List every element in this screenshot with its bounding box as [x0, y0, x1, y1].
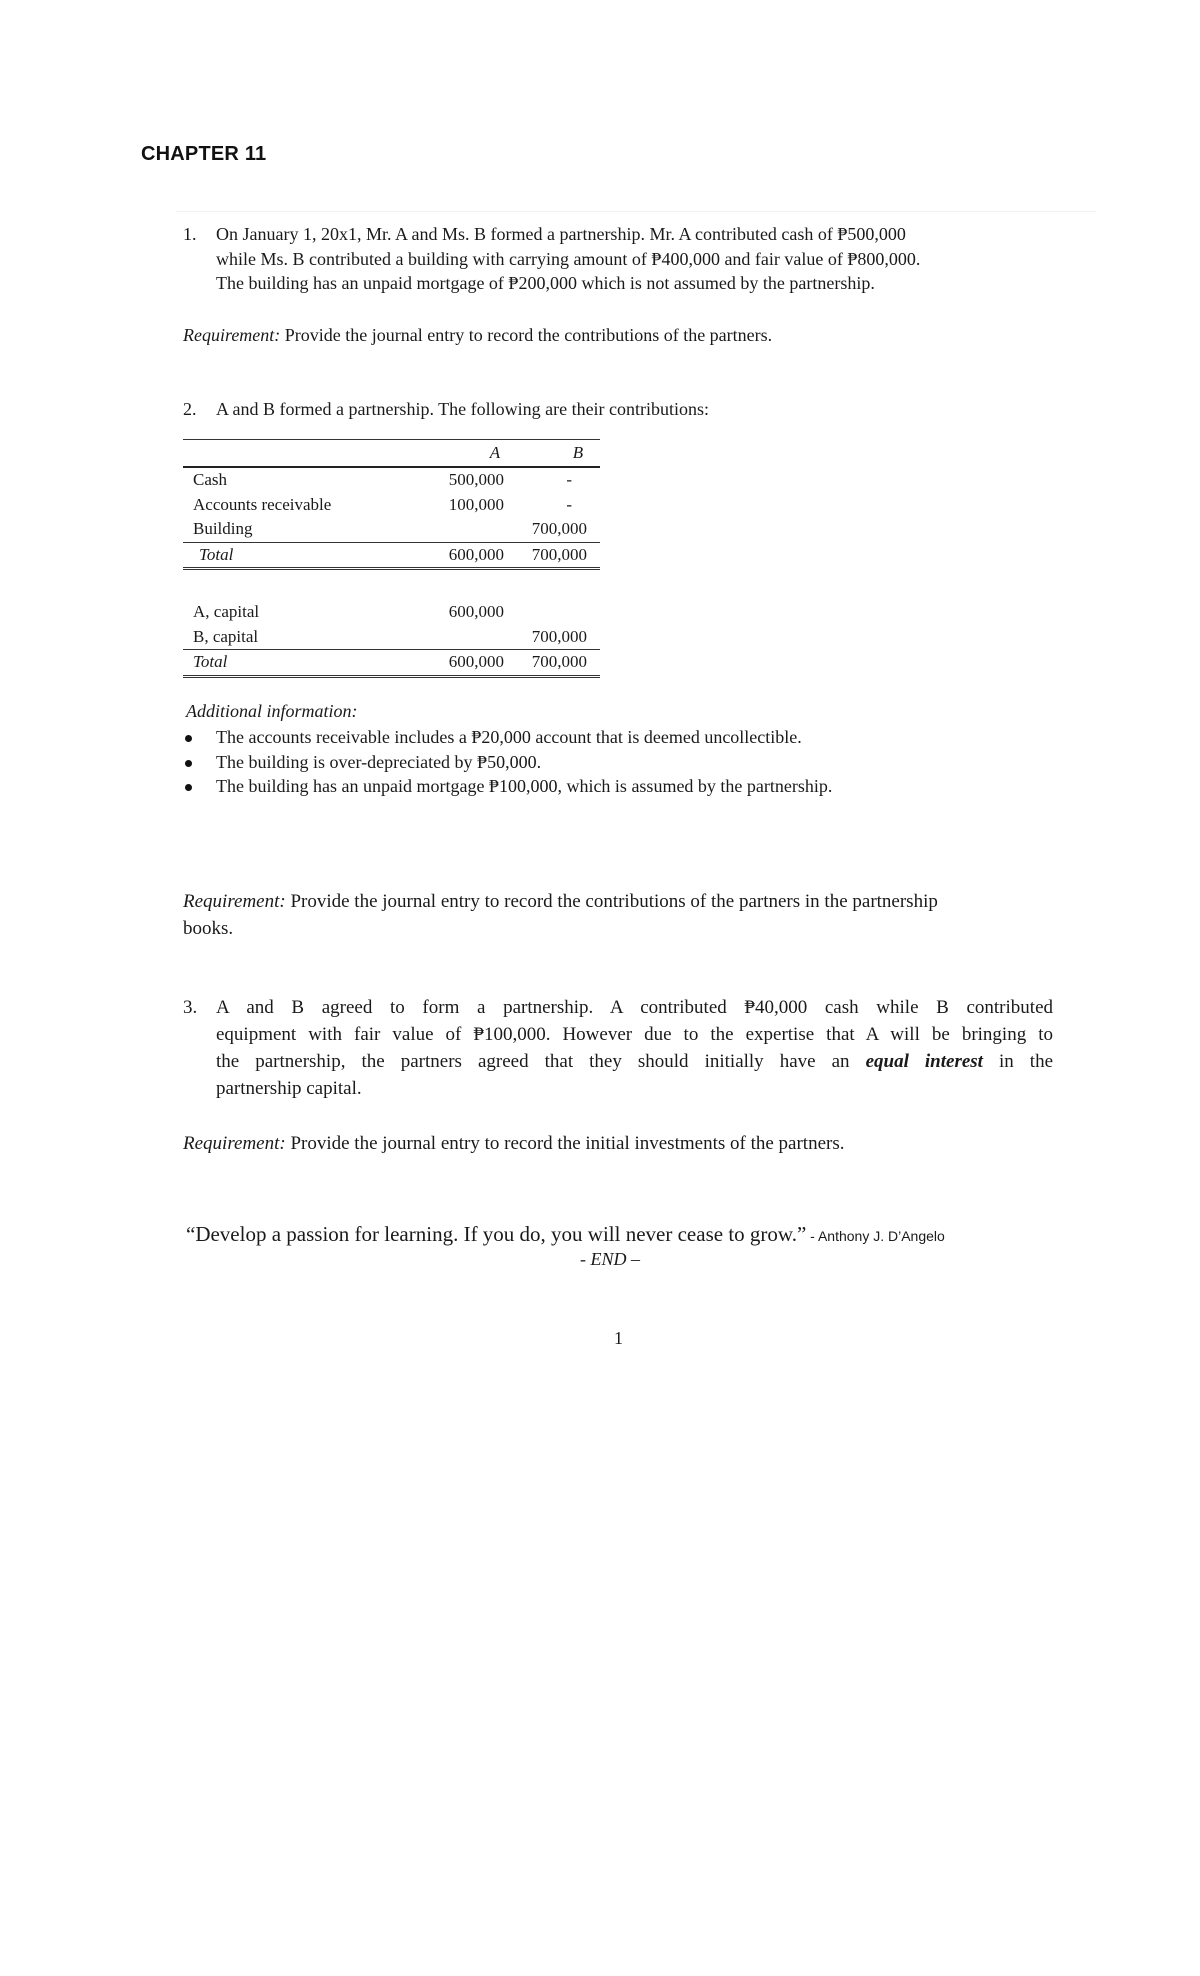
problem-text: A and B formed a partnership. The following are their contributions:: [216, 399, 710, 419]
cell-a: 600,000: [448, 602, 504, 621]
problem-2-requirement: [183, 888, 938, 942]
cell-b: -: [566, 494, 572, 514]
list-item: The accounts receivable includes a ₱20,000 account that is deemed uncollectible.: [183, 725, 832, 750]
cell-a: [404, 625, 526, 650]
table-header-row: [183, 440, 600, 468]
text-line: partnership capital.: [216, 1078, 362, 1099]
requirement-text-cont: books.: [183, 918, 234, 939]
table-total-row: [183, 650, 600, 677]
cell-a: 500,000: [448, 470, 504, 489]
column-header-b: B: [526, 440, 600, 468]
cell-b: 700,000: [526, 542, 600, 569]
problem-1: [183, 222, 920, 296]
problem-1-requirement: [183, 323, 772, 348]
text-line: equipment with fair value of ₱100,000. However due to the expertise that A will be bringing to: [216, 1024, 1053, 1045]
row-label: Total: [183, 542, 404, 569]
cell-a: 600,000: [404, 650, 526, 677]
table-total-row: [183, 542, 600, 569]
list-item: The building is over-depreciated by ₱50,000.: [183, 750, 832, 775]
contributions-table: [183, 439, 600, 678]
column-header-a: A: [404, 440, 526, 468]
row-label: Total: [183, 650, 404, 677]
header-blank: [183, 440, 404, 468]
row-label: Building: [183, 517, 404, 542]
bullet-icon: [185, 760, 192, 767]
problem-number: 3.: [183, 997, 198, 1018]
row-label: A, capital: [193, 602, 260, 621]
cell-a: 600,000: [404, 542, 526, 569]
end-marker: - END –: [580, 1249, 640, 1269]
closing-quote: [186, 1222, 945, 1247]
table-spacer: [183, 569, 600, 601]
problem-number: 2.: [183, 399, 197, 419]
problem-text: [216, 994, 1053, 1102]
text-line: On January 1, 20x1, Mr. A and Ms. B formed a partnership. Mr. A contributed cash of ₱500,000: [216, 224, 906, 244]
cell-a: [404, 517, 526, 542]
table-row: [183, 467, 600, 493]
requirement-text: Provide the journal entry to record the contributions of the partners.: [280, 325, 773, 345]
cell-b: 700,000: [526, 517, 600, 542]
text-line: the partnership, the partners agreed that they should initially have an equal interest in the: [216, 1051, 1054, 1072]
table-row: [183, 625, 600, 650]
cell-b: -: [566, 470, 572, 489]
cell-a: 100,000: [448, 494, 504, 514]
problem-number: 1.: [183, 224, 197, 244]
text-line: The building has an unpaid mortgage of ₱200,000 which is not assumed by the partnership.: [216, 273, 875, 293]
bullet-icon: [185, 784, 192, 791]
quote-text: “Develop a passion for learning. If you do, you will never cease to grow.”: [186, 1222, 807, 1246]
divider: [176, 211, 1096, 212]
additional-info-title: Additional information:: [186, 701, 358, 721]
row-label: Cash: [193, 470, 227, 489]
problem-text: [216, 222, 920, 296]
page-number: 1: [614, 1328, 623, 1348]
problem-3-requirement: [183, 1132, 844, 1157]
requirement-text: Provide the journal entry to record the contributions of the partners in the partnership: [285, 891, 938, 912]
requirement-label: Requirement:: [183, 1133, 286, 1154]
text-line: A and B agreed to form a partnership. A contributed ₱40,000 cash while B contributed: [216, 997, 1053, 1018]
table-row: [183, 600, 600, 625]
cell-b: 700,000: [526, 650, 600, 677]
list-item: The building has an unpaid mortgage ₱100,000, which is assumed by the partnership.: [183, 774, 832, 799]
problem-2: [183, 397, 709, 422]
problem-3: [183, 994, 1053, 1102]
quote-author: - Anthony J. D’Angelo: [806, 1228, 945, 1244]
chapter-title: CHAPTER 11: [141, 143, 267, 165]
row-label: B, capital: [183, 625, 404, 650]
emphasis-text: equal interest: [865, 1051, 983, 1072]
table-row: [183, 517, 600, 542]
text-line: while Ms. B contributed a building with carrying amount of ₱400,000 and fair value of ₱800,000.: [216, 248, 921, 269]
cell-b: [526, 600, 600, 625]
cell-b: 700,000: [526, 625, 600, 650]
row-label: Accounts receivable: [193, 494, 332, 514]
table-row: [183, 493, 600, 518]
requirement-text: Provide the journal entry to record the initial investments of the partners.: [285, 1133, 845, 1154]
requirement-label: Requirement:: [183, 325, 281, 345]
additional-info-list: [183, 725, 832, 799]
requirement-label: Requirement:: [183, 891, 286, 912]
bullet-icon: [185, 735, 192, 742]
